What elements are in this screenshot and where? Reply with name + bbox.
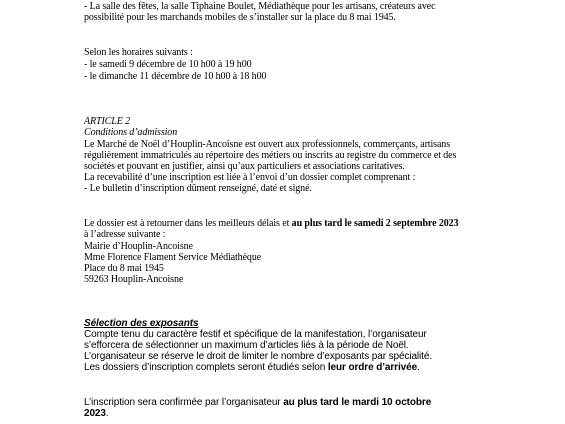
article-paragraph-line-1: Le Marché de Noël d’Houplin-Ancoisne est ouvert aux professionnels, commerçants, artisans [84,139,450,150]
article-title: ARTICLE 2 [84,116,131,127]
selection-line-2: s’efforcera de sélectionner un maximum d’articles liés à la période de Noël. [84,340,409,351]
selection-line-4-text: Les dossiers d’inscription complets seront étudiés selon [84,362,328,373]
intro-line-2: possibilité pour les marchands mobiles de s’installer sur la place du 8 mai 1945. [84,12,396,23]
return-deadline [84,218,458,229]
address-line-4: 59263 Houplin-Ancoisne [84,274,184,285]
article-paragraph-line-5: - Le bulletin d’inscription dûment renseigné, daté et signé. [84,183,312,194]
selection-line-1: Compte tenu du caractère festif et spécifique de la manifestation, l’organisateur [84,329,427,340]
return-deadline-text: Le dossier est à retourner dans les meilleurs délais et [84,218,292,229]
return-address-intro: à l’adresse suivante : [84,229,166,240]
selection-line-4 [84,362,420,373]
selection-line-4-end: . [417,362,420,373]
article-subtitle: Conditions d’admission [84,127,178,138]
schedule-sunday: - le dimanche 11 décembre de 10 h00 à 18 h00 [84,71,267,82]
confirmation-year: 2023 [84,408,106,419]
confirmation-line-2 [84,408,109,419]
selection-line-3: L’organisateur se réserve le droit de limiter le nombre d’exposants par spécialité. [84,351,432,362]
article-paragraph-line-3: sociétés et pouvant en justifier, ainsi qu’aux particuliers et associations caritatives. [84,161,405,172]
address-line-1: Mairie d’Houplin-Ancoisne [84,241,193,252]
schedule-saturday: - le samedi 9 décembre de 10 h00 à 19 h00 [84,59,252,70]
selection-order-emphasis: leur ordre d’arrivée [327,362,418,373]
selection-title: Sélection des exposants [84,318,199,329]
confirmation-line-2-end: . [105,408,109,419]
article-paragraph-line-4: La recevabilité d’une inscription est liée à l’envoi d’un dossier complet comprenant : [84,172,416,183]
address-line-3: Place du 8 mai 1945 [84,263,164,274]
confirmation-text: L’inscription sera confirmée par l’organisateur [84,397,284,408]
confirmation-date: au plus tard le mardi 10 octobre [283,397,432,408]
schedule-heading: Selon les horaires suivants : [84,47,193,58]
confirmation-line-1 [84,397,431,408]
return-deadline-date: au plus tard le samedi 2 septembre 2023 [291,218,459,229]
intro-line-1: - La salle des fêtes, la salle Tiphaine Boulet, Médiathèque pour les artisans, créateurs avec [84,1,436,12]
address-line-2: Mme Florence Flament Service Médiathèque [84,252,262,263]
article-paragraph-line-2: régulièrement immatriculés au répertoire des métiers ou inscrits au registre du commerce et des [84,150,457,161]
